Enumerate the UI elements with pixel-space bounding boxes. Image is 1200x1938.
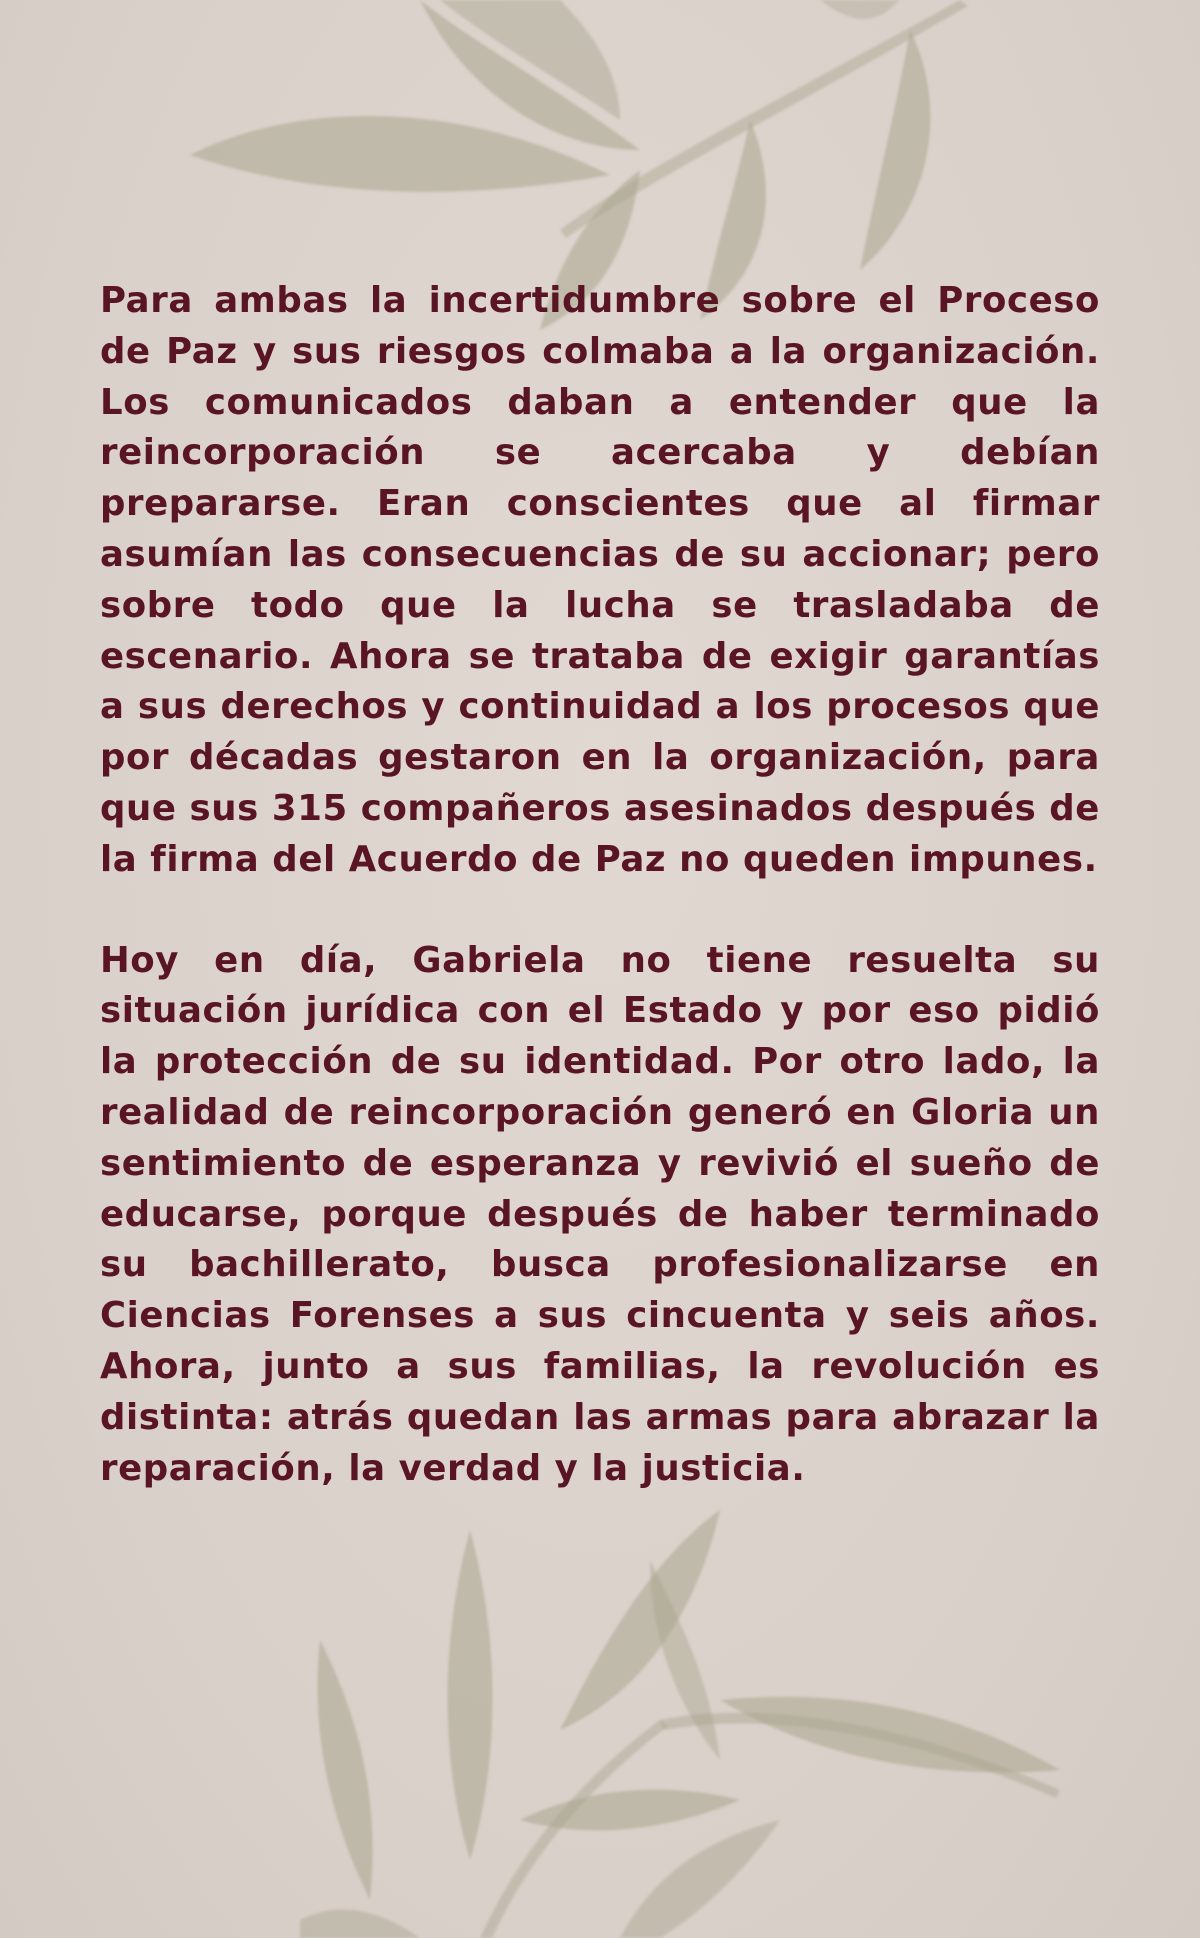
paragraph-1: Para ambas la incertidumbre sobre el Proceso de Paz y sus riesgos colmaba a la organización. Los comunicados daban a entender que la reincorporación se acercaba y debían prepararse. Eran conscientes que al firmar asumían las consecuencias de su accionar; pero sobre todo que la lucha se trasladaba de escenario. Ahora se trataba de exigir garantías a sus derechos y continuidad a los procesos que por décadas gestaron en la organización, para que sus 315 compañeros asesinados después de la firma del Acuerdo de Paz no queden impunes. (100, 280, 1100, 880)
paragraph-2: Hoy en día, Gabriela no tiene resuelta su situación jurídica con el Estado y por eso pidió la protección de su identidad. Por otro lado, la realidad de reincorporación generó en Gloria un sentimiento de esperanza y revivió el sueño de educarse, porque después de haber terminado su bachillerato, busca profesionalizarse en Ciencias Forenses a sus cincuenta y seis años. Ahora, junto a sus familias, la revolución es distinta: atrás quedan las armas para abrazar la reparación, la verdad y la justicia. (100, 939, 1100, 1489)
body-text (100, 276, 1100, 1494)
